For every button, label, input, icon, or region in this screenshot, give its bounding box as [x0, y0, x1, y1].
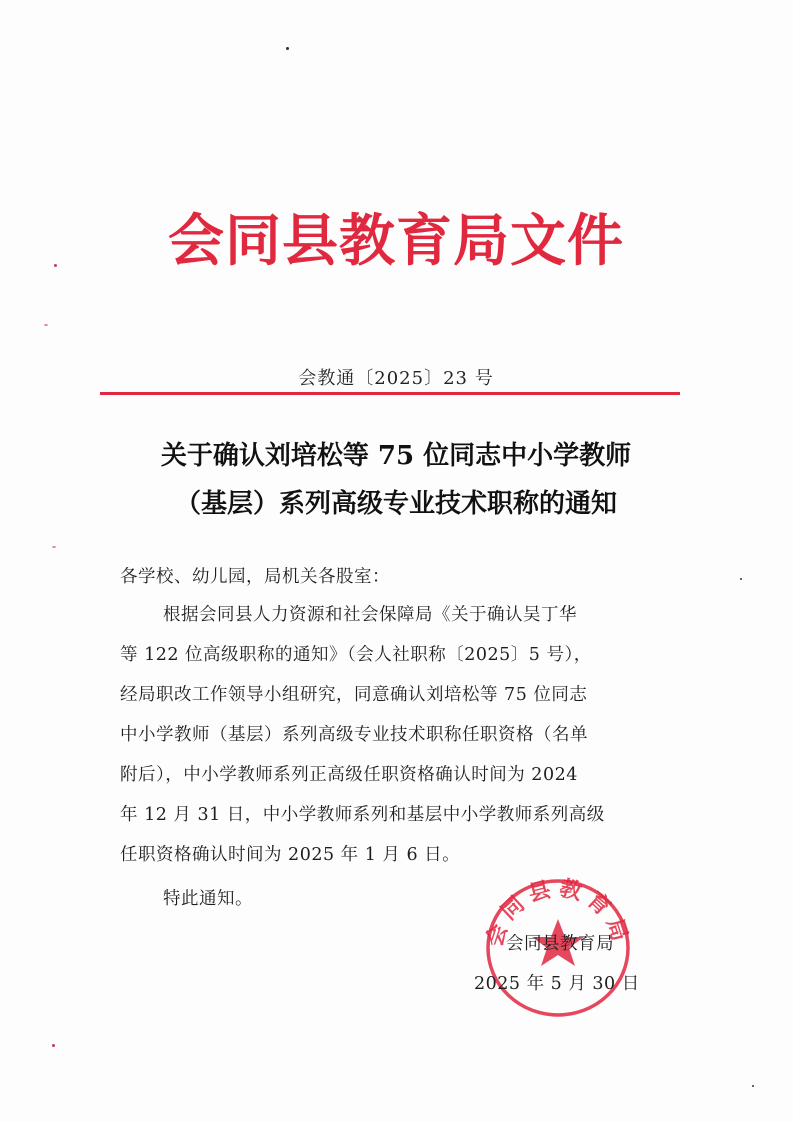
body-line: 中小学教师（基层）系列高级专业技术职称任职资格（名单: [120, 725, 588, 745]
seal-text: 会同县教育局: [482, 876, 634, 950]
scan-speck: [52, 546, 56, 548]
red-divider-line: [100, 392, 680, 395]
scan-speck: [740, 578, 742, 580]
signature-date: 2025 年 5 月 30 日: [474, 974, 640, 994]
notice-title-line-1: 关于确认刘培松等 75 位同志中小学教师: [160, 441, 632, 471]
body-line: 根据会同县人力资源和社会保障局《关于确认吴丁华: [163, 605, 577, 625]
document-number: 会教通〔2025〕23 号: [298, 368, 494, 389]
signature-organization: 会同县教育局: [506, 934, 614, 954]
body-line: 附后），中小学教师系列正高级任职资格确认时间为 2024: [120, 765, 578, 785]
scan-speck: [44, 324, 48, 326]
scan-speck: [52, 1044, 55, 1047]
body-line: 经局职改工作领导小组研究，同意确认刘培松等 75 位同志: [120, 685, 588, 705]
salutation: 各学校、幼儿园，局机关各股室：: [120, 567, 390, 587]
notice-title: [60, 432, 732, 528]
scan-speck: [286, 47, 289, 50]
closing-remark: 特此通知。: [163, 889, 253, 909]
body-line: 任职资格确认时间为 2025 年 1 月 6 日。: [120, 845, 461, 865]
body-line: 年 12 月 31 日，中小学教师系列和基层中小学教师系列高级: [120, 805, 605, 825]
scan-speck: [752, 1085, 754, 1087]
notice-title-line-2: （基层）系列高级专业技术职称的通知: [174, 489, 617, 519]
scan-speck: [54, 264, 57, 267]
body-line: 等 122 位高级职称的通知》（会人社职称〔2025〕5 号），: [120, 645, 592, 665]
document-header-title: 会同县教育局文件: [168, 209, 624, 274]
